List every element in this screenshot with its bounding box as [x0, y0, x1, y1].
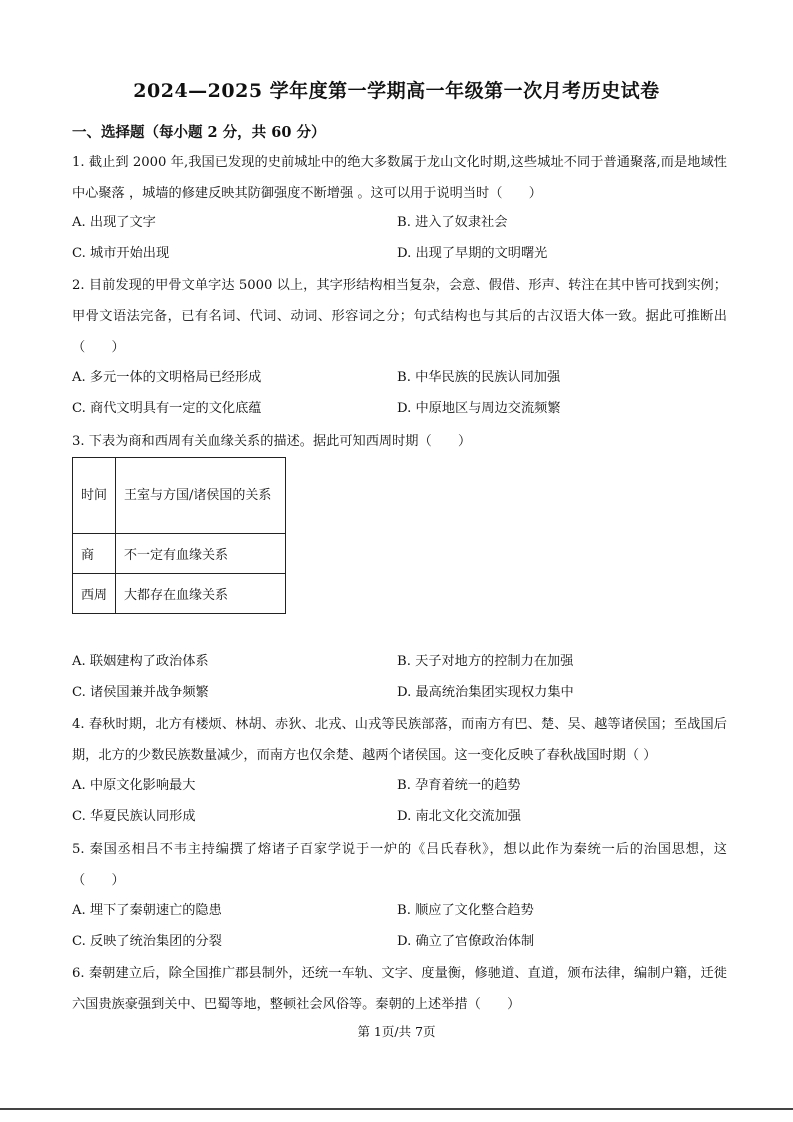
table-cell: 商	[73, 534, 116, 574]
question-4-option-d: D. 南北文化交流加强	[397, 809, 521, 824]
question-4-option-a: A. 中原文化影响最大	[72, 778, 196, 793]
question-2-option-d: D. 中原地区与周边交流频繁	[397, 401, 561, 416]
question-3-option-b: B. 天子对地方的控制力在加强	[397, 654, 574, 669]
blood-relation-table	[72, 457, 286, 614]
table-header-time: 时间	[73, 458, 116, 534]
question-2-option-a: A. 多元一体的文明格局已经形成	[72, 370, 262, 385]
exam-title: 2024—2025 学年度第一学期高一年级第一次月考历史试卷	[133, 80, 660, 102]
question-1-stem: 1. 截止到 2000 年,我国已发现的史前城址中的绝大多数属于龙山文化时期,这些城址不同于普通聚落,而是地域性中心聚落 ，城墙的修建反映其防御强度不断增强 。这可以用于说明当时（ ）	[72, 155, 727, 201]
question-1-option-a: A. 出现了文字	[72, 215, 156, 230]
page-number: 第 1页/共 7页	[357, 1024, 436, 1039]
question-1-option-c: C. 城市开始出现	[72, 246, 170, 261]
question-4-option-b: B. 孕育着统一的趋势	[397, 778, 521, 793]
section-heading: 一、选择题（每小题 2 分，共 60 分）	[72, 124, 326, 141]
table-row	[73, 534, 286, 574]
question-3-option-d: D. 最高统治集团实现权力集中	[397, 685, 574, 700]
question-5-option-d: D. 确立了官僚政治体制	[397, 934, 535, 949]
table-row	[73, 574, 286, 614]
question-4-option-c: C. 华夏民族认同形成	[72, 809, 196, 824]
question-5-option-a: A. 埋下了秦朝速亡的隐患	[72, 903, 222, 918]
question-4-stem: 4. 春秋时期，北方有楼烦、林胡、赤狄、北戎、山戎等民族部落，而南方有巴、楚、吴、越等诸侯国；至战国后期，北方的少数民族数量减少，而南方也仅余楚、越两个诸侯国。这一变化反映了春秋战国时期（ ）	[72, 717, 727, 763]
question-2-option-c: C. 商代文明具有一定的文化底蕴	[72, 401, 262, 416]
table-cell: 西周	[73, 574, 116, 614]
question-3-option-c: C. 诸侯国兼并战争频繁	[72, 685, 209, 700]
question-2-option-b: B. 中华民族的民族认同加强	[397, 370, 561, 385]
table-cell: 大都存在血缘关系	[116, 574, 286, 614]
table-cell: 不一定有血缘关系	[116, 534, 286, 574]
question-5-stem: 5. 秦国丞相吕不韦主持编撰了熔诸子百家学说于一炉的《吕氏春秋》，想以此作为秦统一后的治国思想，这（ ）	[72, 842, 727, 888]
question-2-stem: 2. 目前发现的甲骨文单字达 5000 以上，其字形结构相当复杂，会意、假借、形声、转注在其中皆可找到实例；甲骨文语法完备，已有名词、代词、动词、形容词之分；句式结构也与其后的古汉语大体一致。据此可推断出（ ）	[72, 278, 727, 355]
bottom-divider	[0, 1108, 793, 1110]
question-1-option-d: D. 出现了早期的文明曙光	[397, 246, 548, 261]
question-3-stem: 3. 下表为商和西周有关血缘关系的描述。据此可知西周时期（ ）	[72, 434, 472, 449]
question-5-option-c: C. 反映了统治集团的分裂	[72, 934, 222, 949]
question-1-option-b: B. 进入了奴隶社会	[397, 215, 508, 230]
table-header-relation: 王室与方国/诸侯国的关系	[116, 458, 286, 534]
question-5-option-b: B. 顺应了文化整合趋势	[397, 903, 534, 918]
question-3-option-a: A. 联姻建构了政治体系	[72, 654, 209, 669]
question-6-stem: 6. 秦朝建立后，除全国推广郡县制外，还统一车轨、文字、度量衡，修驰道、直道，颁布法律，编制户籍，迁徙六国贵族豪强到关中、巴蜀等地，整顿社会风俗等。秦朝的上述举措（ ）	[72, 966, 727, 1012]
